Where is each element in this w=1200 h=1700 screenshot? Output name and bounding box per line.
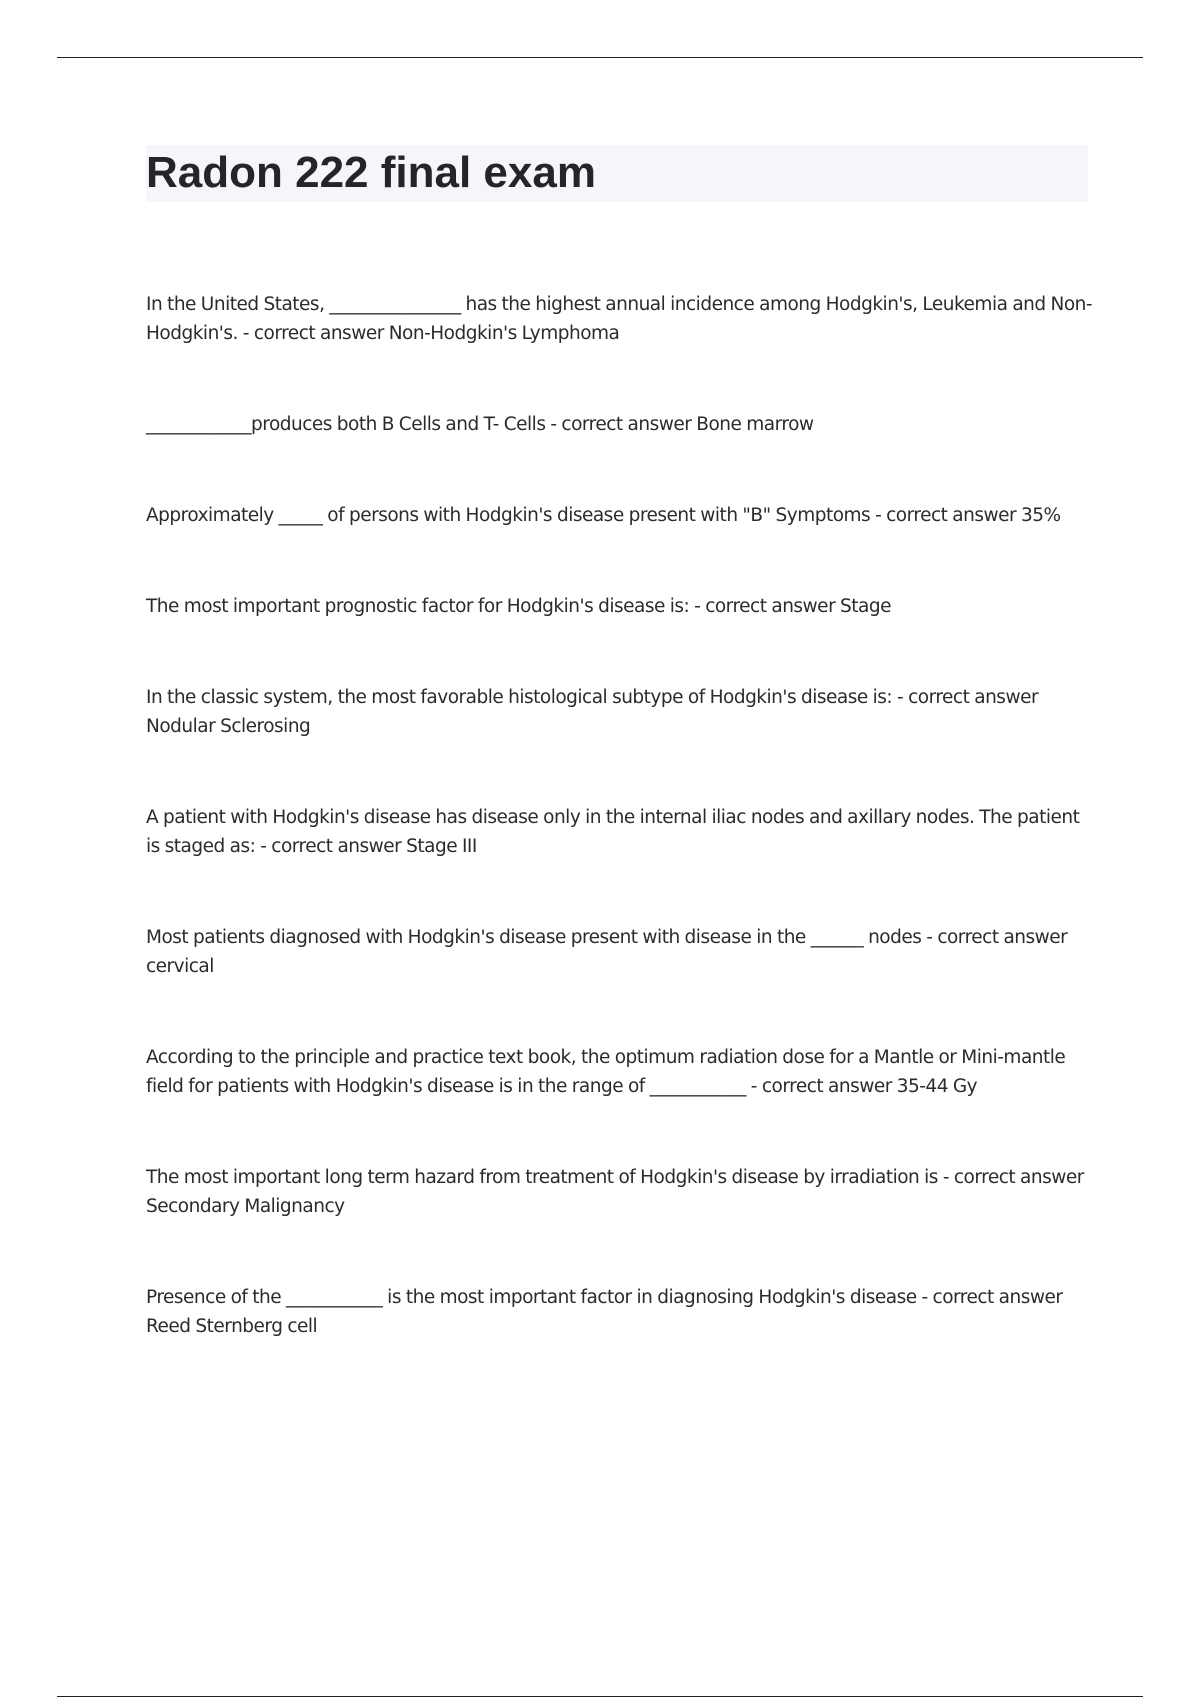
qa-item-6: A patient with Hodgkin's disease has disease only in the internal iliac nodes and axillary nodes. The patient is staged as: - correct answer Stage III <box>146 807 1080 857</box>
question-answer-list <box>146 290 1096 1403</box>
bottom-rule <box>57 1696 1143 1697</box>
top-rule <box>57 57 1143 58</box>
qa-item-7: Most patients diagnosed with Hodgkin's disease present with disease in the ______ nodes - correct answer cervical <box>146 927 1068 977</box>
qa-item-8: According to the principle and practice text book, the optimum radiation dose for a Mantle or Mini-mantle field for patients with Hodgkin's disease is in the range of ___________ - correct answer 35-44 Gy <box>146 1047 1066 1097</box>
qa-item-3: Approximately _____ of persons with Hodgkin's disease present with "B" Symptoms - correct answer 35% <box>146 505 1061 526</box>
qa-item-4: The most important prognostic factor for Hodgkin's disease is: - correct answer Stage <box>146 596 892 617</box>
document-title: Radon 222 final exam <box>146 148 596 197</box>
qa-item-2: ____________produces both B Cells and T- Cells - correct answer Bone marrow <box>146 414 814 435</box>
qa-item-9: The most important long term hazard from treatment of Hodgkin's disease by irradiation is - correct answer Secondary Malignancy <box>146 1167 1084 1217</box>
qa-item-5: In the classic system, the most favorable histological subtype of Hodgkin's disease is: - correct answer Nodular Sclerosing <box>146 687 1039 737</box>
qa-item-10: Presence of the ___________ is the most important factor in diagnosing Hodgkin's disease - correct answer Reed Sternberg cell <box>146 1287 1063 1337</box>
qa-item-1: In the United States, _______________ has the highest annual incidence among Hodgkin's, Leukemia and Non-Hodgkin's. - correct answer Non-Hodgkin's Lymphoma <box>146 294 1093 344</box>
